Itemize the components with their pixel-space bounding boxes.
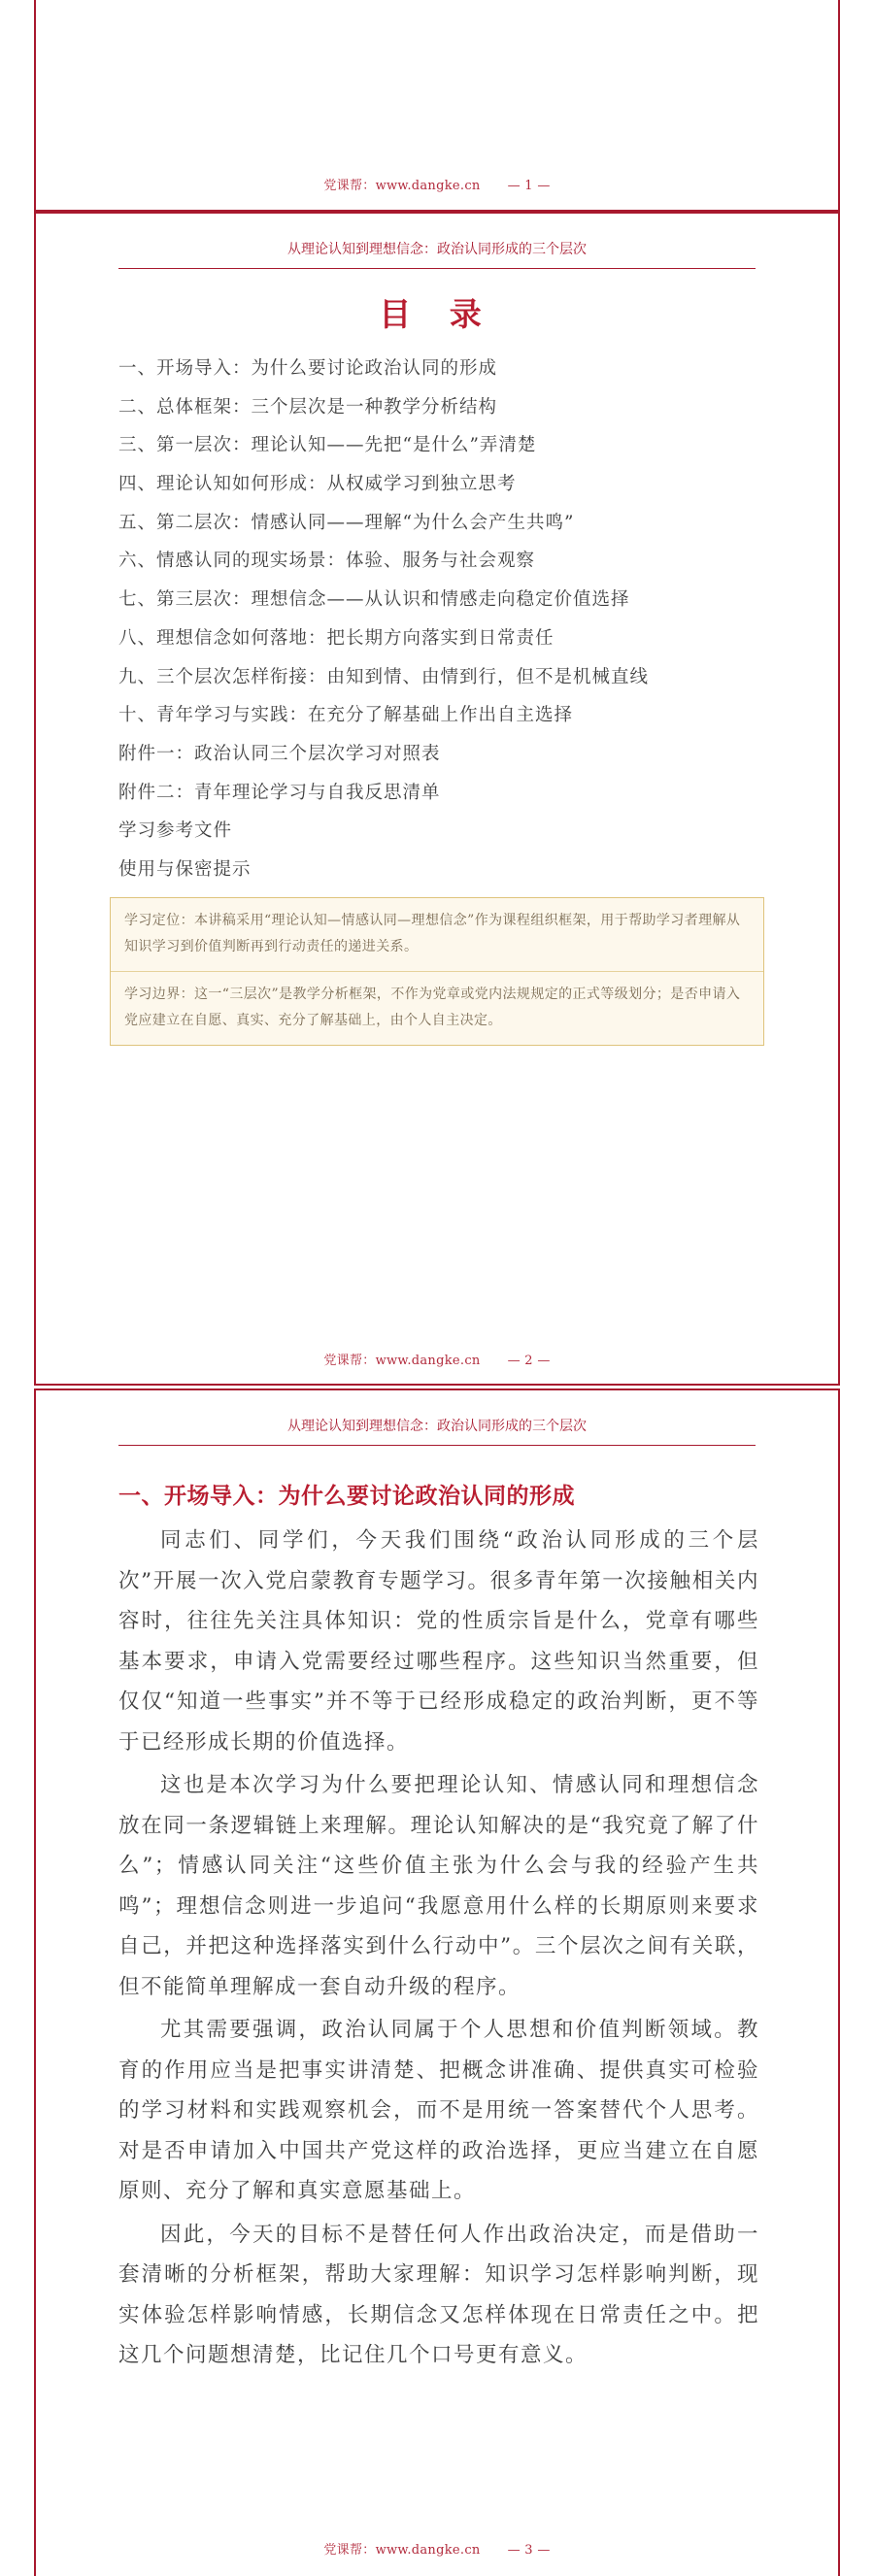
toc-item[interactable]: 二、总体框架：三个层次是一种教学分析结构 [118,396,498,418]
toc-item[interactable]: 附件一：政治认同三个层次学习对照表 [118,743,441,764]
page-footer [36,1350,838,1368]
toc-item[interactable]: 九、三个层次怎样衔接：由知到情、由情到行，但不是机械直线 [118,666,650,687]
toc-item[interactable]: 三、第一层次：理论认知——先把“是什么”弄清楚 [118,435,537,456]
toc-item[interactable]: 十、青年学习与实践：在充分了解基础上作出自主选择 [118,705,574,726]
toc-item[interactable]: 八、理想信念如何落地：把长期方向落实到日常责任 [118,627,555,649]
paragraph: 同志们、同学们，今天我们围绕“政治认同形成的三个层次”开展一次入党启蒙教育专题学习。很多青年第一次接触相关内容时，往往先关注具体知识：党的性质宗旨是什么，党章有哪些基本要求，申请入党需要经过哪些程序。这些知识当然重要，但仅仅“知道一些事实”并不等于已经形成稳定的政治判断，更不等于已经形成长期的价值选择。 [118,1528,759,1755]
toc-item[interactable]: 一、开场导入：为什么要讨论政治认同的形成 [118,358,498,379]
page-number: — 1 — [507,179,551,193]
page-number: — 3 — [507,2543,551,2558]
toc-item[interactable]: 学习参考文件 [118,820,233,842]
toc-item[interactable]: 六、情感认同的现实场景：体验、服务与社会观察 [118,551,536,572]
page-3 [34,1388,840,2576]
section-title: 一、开场导入：为什么要讨论政治认同的形成 [118,1483,575,1509]
study-notes-box [110,897,764,1046]
running-header: 从理论认知到理想信念：政治认同形成的三个层次 [118,1416,756,1446]
toc-item[interactable]: 附件二：青年理论学习与自我反思清单 [118,782,441,803]
footer-site: 党课帮：www.dangke.cn [323,2543,481,2558]
note-study-position: 学习定位：本讲稿采用“理论认知—情感认同—理想信念”作为课程组织框架，用于帮助学习者理解从知识学习到价值判断再到行动责任的递进关系。 [124,913,741,954]
section-body [118,1521,759,2379]
page-number: — 2 — [507,1354,551,1368]
toc-list [118,350,649,889]
paragraph: 因此，今天的目标不是替任何人作出政治决定，而是借助一套清晰的分析框架，帮助大家理解：知识学习怎样影响判断，现实体验怎样影响情感，长期信念又怎样体现在日常责任之中。把这几个问题想清楚，比记住几个口号更有意义。 [118,2222,759,2367]
page-1 [34,0,840,212]
page-2 [34,212,840,1386]
footer-site: 党课帮：www.dangke.cn [323,1354,481,1368]
paragraph: 这也是本次学习为什么要把理论认知、情感认同和理想信念放在同一条逻辑链上来理解。理论认知解决的是“我究竟了解了什么”；情感认同关注“这些价值主张为什么会与我的经验产生共鸣”；理想信念则进一步追问“我愿意用什么样的长期原则来要求自己，并把这种选择落实到什么行动中”。三个层次之间有关联，但不能简单理解成一套自动升级的程序。 [118,1773,759,1999]
toc-title: 目 录 [379,295,495,333]
running-header: 从理论认知到理想信念：政治认同形成的三个层次 [118,239,756,269]
toc-item[interactable]: 七、第三层次：理想信念——从认识和情感走向稳定价值选择 [118,589,630,611]
note-study-boundary: 学习边界：这一“三层次”是教学分析框架，不作为党章或党内法规规定的正式等级划分；是否申请入党应建立在自愿、真实、充分了解基础上，由个人自主决定。 [111,971,763,1045]
paragraph: 尤其需要强调，政治认同属于个人思想和价值判断领域。教育的作用应当是把事实讲清楚、把概念讲准确、提供真实可检验的学习材料和实践观察机会，而不是用统一答案替代个人思考。对是否申请加入中国共产党这样的政治选择，更应当建立在自愿原则、充分了解和真实意愿基础上。 [118,2018,759,2203]
page-footer [36,175,838,193]
toc-item[interactable]: 使用与保密提示 [118,858,252,880]
toc-item[interactable]: 四、理论认知如何形成：从权威学习到独立思考 [118,474,517,495]
toc-item[interactable]: 五、第二层次：情感认同——理解“为什么会产生共鸣” [118,512,575,533]
page-footer [36,2539,838,2558]
footer-site: 党课帮：www.dangke.cn [323,179,481,193]
